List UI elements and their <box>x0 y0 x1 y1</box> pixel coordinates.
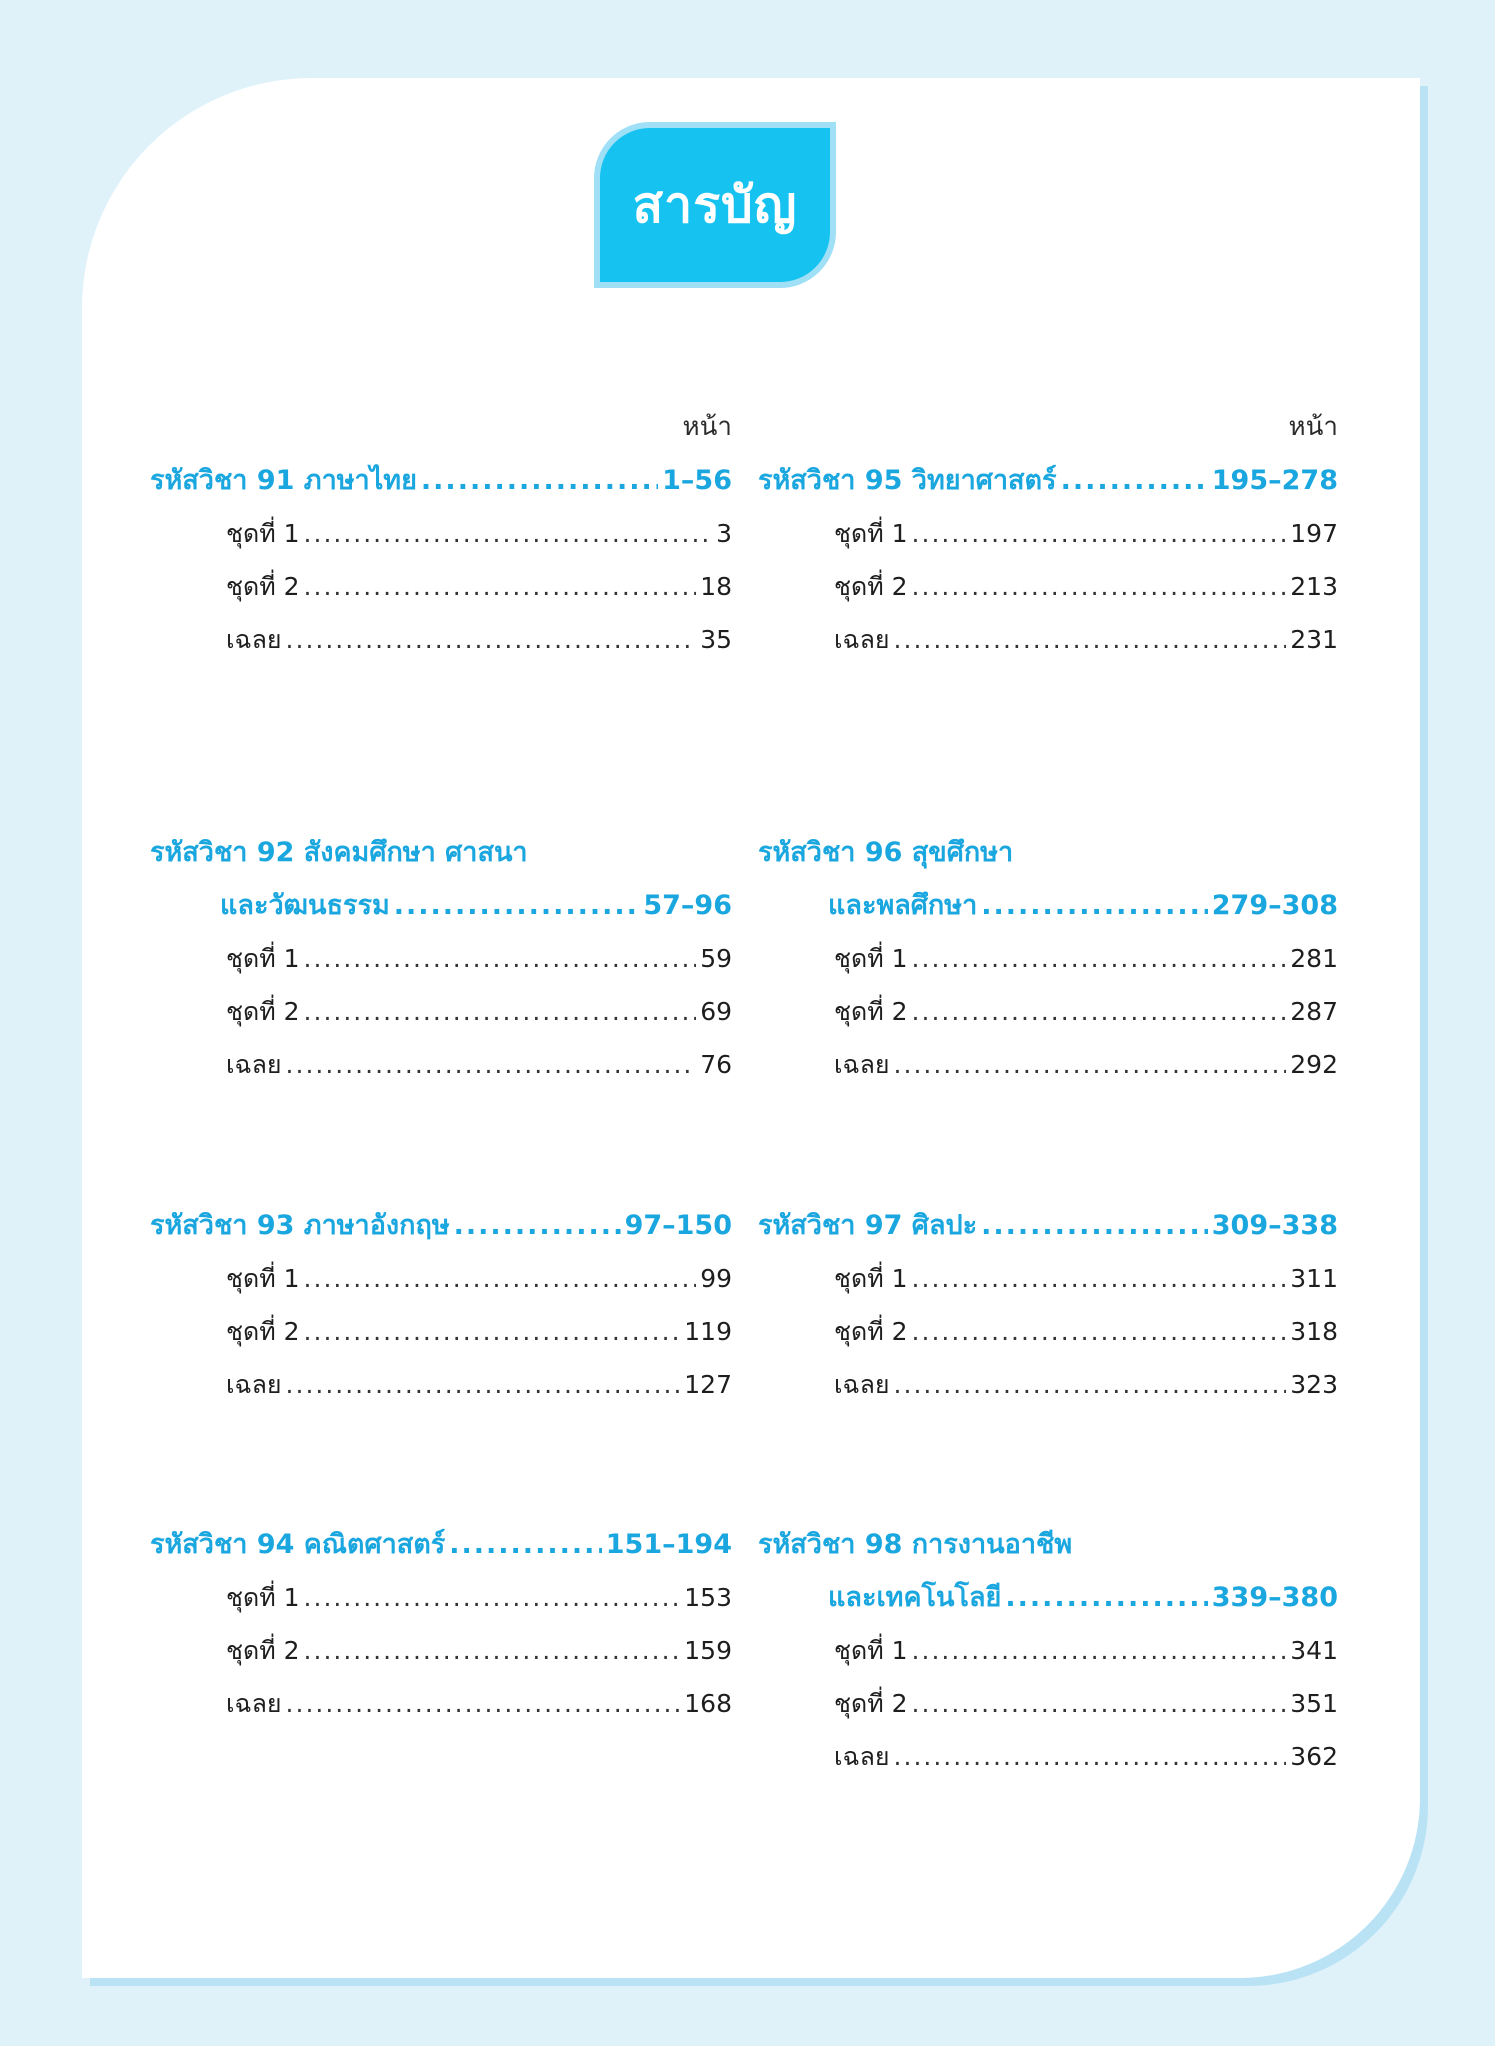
toc-entry-page: 168 <box>684 1689 732 1718</box>
leader-dots <box>304 1624 681 1677</box>
leader-dots <box>912 932 1287 985</box>
toc-entry-page: 351 <box>1290 1689 1338 1718</box>
leader-dots <box>304 1571 681 1624</box>
toc-entry-label: ชุดที่ 2 <box>834 1317 908 1346</box>
leader-dots <box>981 1199 1208 1252</box>
toc-entry-label: เฉลย <box>834 1370 890 1399</box>
toc-entry-page: 231 <box>1290 625 1338 654</box>
toc-entry-label: เฉลย <box>834 1050 890 1079</box>
section-title-continued: และวัฒนธรรม <box>220 890 390 921</box>
leader-dots <box>304 507 713 560</box>
toc-section <box>150 826 732 1091</box>
section-page-range: 195–278 <box>1211 465 1338 496</box>
toc-entry <box>150 1305 732 1358</box>
toc-entry <box>150 507 732 560</box>
section-title: รหัสวิชา 97 ศิลปะ <box>758 1210 978 1241</box>
section-title: รหัสวิชา 96 สุขศึกษา <box>758 837 1014 868</box>
section-page-range: 279–308 <box>1211 890 1338 921</box>
section-heading <box>150 826 732 879</box>
leader-dots <box>912 1305 1287 1358</box>
section-page-range: 1–56 <box>662 465 732 496</box>
leader-dots <box>304 1252 697 1305</box>
toc-column-left <box>150 400 732 1718</box>
leader-dots <box>912 1252 1287 1305</box>
toc-entry-page: 362 <box>1290 1742 1338 1771</box>
section-title: รหัสวิชา 92 สังคมศึกษา ศาสนา <box>150 837 528 868</box>
toc-entry-page: 18 <box>700 572 732 601</box>
toc-section <box>758 826 1338 1091</box>
toc-entry-label: ชุดที่ 2 <box>226 1636 300 1665</box>
section-title: รหัสวิชา 98 การงานอาชีพ <box>758 1529 1073 1560</box>
toc-entry <box>758 985 1338 1038</box>
toc-entry-page: 323 <box>1290 1370 1338 1399</box>
toc-entry <box>758 1038 1338 1091</box>
toc-entry-page: 3 <box>716 519 732 548</box>
leader-dots <box>912 560 1287 613</box>
toc-entry-label: เฉลย <box>226 625 282 654</box>
toc-entry <box>758 1252 1338 1305</box>
toc-entry-label: ชุดที่ 1 <box>226 944 300 973</box>
toc-entry-page: 99 <box>700 1264 732 1293</box>
toc-entry <box>758 560 1338 613</box>
leader-dots <box>304 560 697 613</box>
leader-dots <box>981 879 1208 932</box>
leader-dots <box>912 1677 1287 1730</box>
toc-entry-page: 76 <box>700 1050 732 1079</box>
toc-entry-label: ชุดที่ 2 <box>226 1317 300 1346</box>
section-title-continued: และพลศึกษา <box>828 890 978 921</box>
toc-entry <box>150 1358 732 1411</box>
toc-column-right <box>758 400 1338 1771</box>
section-heading <box>758 1518 1338 1571</box>
title-tab <box>594 122 836 288</box>
toc-entry <box>150 1252 732 1305</box>
toc-entry-page: 213 <box>1290 572 1338 601</box>
section-heading-continued <box>758 1571 1338 1624</box>
toc-entry <box>150 1624 732 1677</box>
page-column-label: หน้า <box>682 412 732 442</box>
toc-entry-page: 292 <box>1290 1050 1338 1079</box>
toc-section <box>150 454 732 666</box>
section-page-range: 309–338 <box>1211 1210 1338 1241</box>
section-heading <box>150 1199 732 1252</box>
section-title: รหัสวิชา 91 ภาษาไทย <box>150 465 417 496</box>
leader-dots <box>286 1677 681 1730</box>
leader-dots <box>1061 454 1208 507</box>
leader-dots <box>894 1358 1287 1411</box>
section-title: รหัสวิชา 93 ภาษาอังกฤษ <box>150 1210 450 1241</box>
section-heading <box>758 454 1338 507</box>
toc-section <box>758 454 1338 666</box>
leader-dots <box>1005 1571 1207 1624</box>
toc-entry-label: ชุดที่ 2 <box>834 997 908 1026</box>
toc-entry-page: 159 <box>684 1636 732 1665</box>
section-page-range: 57–96 <box>643 890 732 921</box>
toc-entry-page: 287 <box>1290 997 1338 1026</box>
toc-entry-page: 35 <box>700 625 732 654</box>
toc-entry-label: ชุดที่ 2 <box>834 1689 908 1718</box>
leader-dots <box>304 985 697 1038</box>
toc-entry-label: ชุดที่ 1 <box>834 944 908 973</box>
toc-entry <box>758 932 1338 985</box>
toc-entry-page: 119 <box>684 1317 732 1346</box>
leader-dots <box>304 1305 681 1358</box>
leader-dots <box>912 507 1287 560</box>
toc-entry-label: ชุดที่ 2 <box>226 572 300 601</box>
section-page-range: 339–380 <box>1211 1582 1338 1613</box>
leader-dots <box>894 613 1287 666</box>
toc-entry-label: ชุดที่ 1 <box>834 1264 908 1293</box>
toc-section <box>150 1199 732 1411</box>
section-title: รหัสวิชา 94 คณิตศาสตร์ <box>150 1529 446 1560</box>
toc-entry-label: ชุดที่ 1 <box>226 1264 300 1293</box>
leader-dots <box>894 1730 1287 1783</box>
toc-entry-label: เฉลย <box>226 1370 282 1399</box>
section-heading <box>150 1518 732 1571</box>
toc-entry-page: 153 <box>684 1583 732 1612</box>
toc-entry-label: ชุดที่ 2 <box>834 572 908 601</box>
toc-entry-label: เฉลย <box>226 1689 282 1718</box>
toc-section <box>758 1518 1338 1783</box>
section-heading-continued <box>758 879 1338 932</box>
toc-entry <box>150 1677 732 1730</box>
section-heading <box>758 1199 1338 1252</box>
toc-entry-label: ชุดที่ 2 <box>226 997 300 1026</box>
leader-dots <box>286 613 697 666</box>
toc-section <box>758 1199 1338 1411</box>
toc-entry-page: 281 <box>1290 944 1338 973</box>
leader-dots <box>912 1624 1287 1677</box>
page-title: สารบัญ <box>632 175 798 234</box>
section-heading <box>758 826 1338 879</box>
toc-entry <box>758 507 1338 560</box>
section-heading-continued <box>150 879 732 932</box>
toc-entry <box>150 560 732 613</box>
toc-entry-page: 127 <box>684 1370 732 1399</box>
toc-entry <box>758 1730 1338 1783</box>
section-title-continued: และเทคโนโลยี <box>828 1582 1002 1613</box>
leader-dots <box>394 879 640 932</box>
toc-entry-label: ชุดที่ 1 <box>226 519 300 548</box>
toc-entry-label: ชุดที่ 1 <box>226 1583 300 1612</box>
toc-entry <box>758 1358 1338 1411</box>
section-page-range: 97–150 <box>624 1210 732 1241</box>
leader-dots <box>421 454 658 507</box>
leader-dots <box>894 1038 1287 1091</box>
toc-entry <box>150 1571 732 1624</box>
toc-entry-page: 318 <box>1290 1317 1338 1346</box>
section-page-range: 151–194 <box>605 1529 732 1560</box>
toc-entry <box>758 1305 1338 1358</box>
toc-entry-label: เฉลย <box>226 1050 282 1079</box>
toc-entry <box>758 1624 1338 1677</box>
toc-entry <box>150 613 732 666</box>
toc-entry-label: เฉลย <box>834 1742 890 1771</box>
toc-entry-label: ชุดที่ 1 <box>834 1636 908 1665</box>
toc-entry <box>150 1038 732 1091</box>
leader-dots <box>286 1358 681 1411</box>
toc-entry-label: ชุดที่ 1 <box>834 519 908 548</box>
toc-entry-page: 59 <box>700 944 732 973</box>
toc-entry <box>758 1677 1338 1730</box>
leader-dots <box>449 1518 602 1571</box>
toc-entry <box>150 932 732 985</box>
leader-dots <box>304 932 697 985</box>
toc-entry-page: 197 <box>1290 519 1338 548</box>
toc-entry <box>758 613 1338 666</box>
leader-dots <box>912 985 1287 1038</box>
toc-entry-page: 311 <box>1290 1264 1338 1293</box>
toc-entry-page: 341 <box>1290 1636 1338 1665</box>
leader-dots <box>454 1199 621 1252</box>
toc-entry <box>150 985 732 1038</box>
toc-entry-label: เฉลย <box>834 625 890 654</box>
leader-dots <box>286 1038 697 1091</box>
toc-section <box>150 1518 732 1730</box>
page-column-label: หน้า <box>1288 412 1338 442</box>
toc-entry-page: 69 <box>700 997 732 1026</box>
section-title: รหัสวิชา 95 วิทยาศาสตร์ <box>758 465 1057 496</box>
section-heading <box>150 454 732 507</box>
